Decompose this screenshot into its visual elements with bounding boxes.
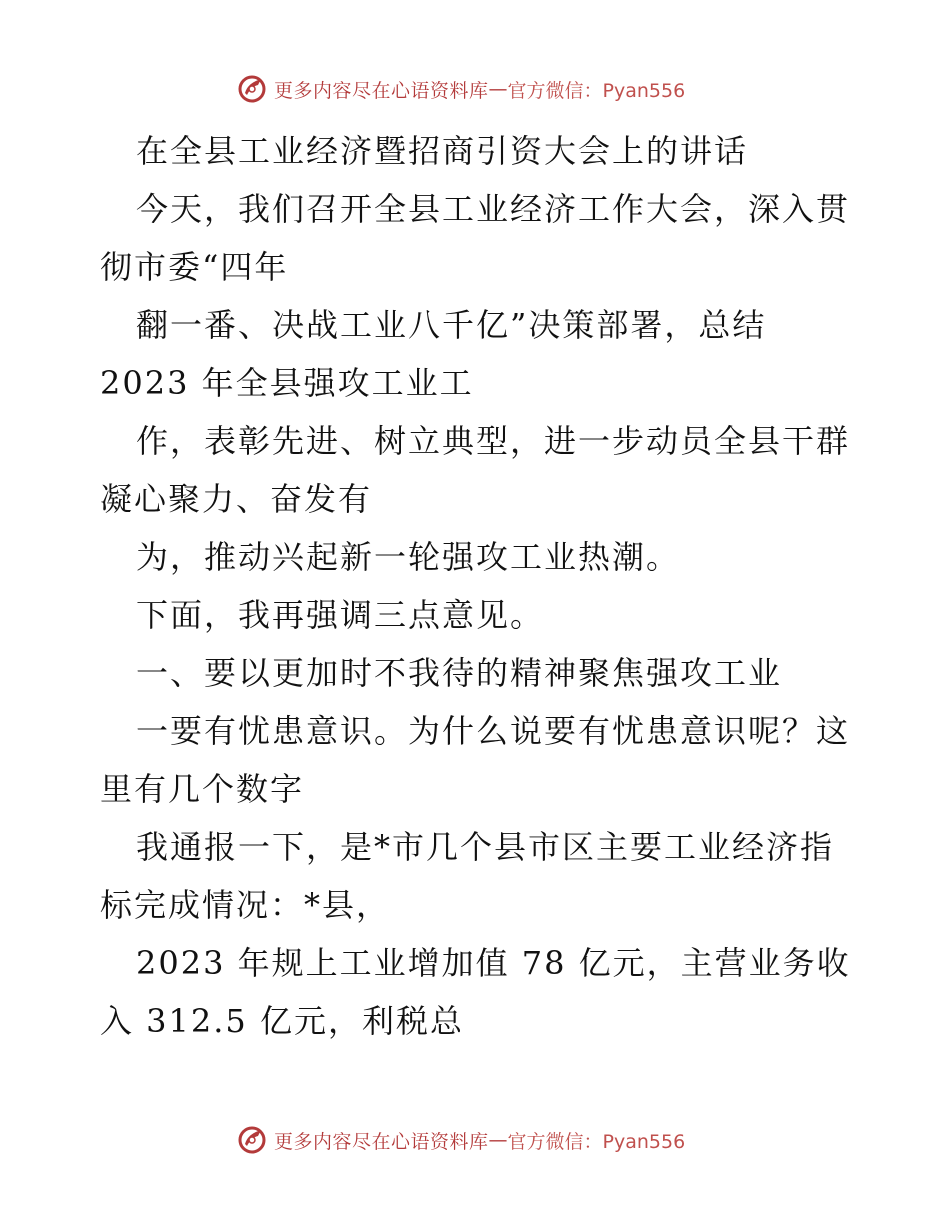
text-line: 翻一番、决战工业八千亿”决策部署，总结 [136, 306, 767, 344]
footer-watermark [236, 1123, 685, 1157]
text-line: 里有几个数字 [100, 770, 305, 808]
text-line: 一要有忧患意识。为什么说要有忧患意识呢？这 [136, 712, 851, 750]
text-line: 凝心聚力、奋发有 [100, 480, 373, 518]
text-line: 2023 年规上工业增加值 78 亿元，主营业务收 [136, 944, 851, 982]
text-line: 作，表彰先进、树立典型，进一步动员全县干群 [136, 422, 851, 460]
text-line: 我通报一下，是*市几个县市区主要工业经济指 [136, 828, 835, 866]
text-line: 下面，我再强调三点意见。 [136, 596, 545, 634]
text-line: 2023 年全县强攻工业工 [100, 364, 474, 402]
text-line: 今天，我们召开全县工业经济工作大会，深入贯 [136, 190, 851, 228]
header-watermark [236, 72, 685, 106]
watermark-wechat: 官方微信：Pyan556 [507, 79, 686, 102]
watermark-separator: — [488, 1129, 508, 1151]
brand-logo-icon [236, 73, 268, 105]
text-line: 标完成情况：*县， [100, 886, 391, 924]
watermark-separator: — [488, 78, 508, 100]
document-title: 在全县工业经济暨招商引资大会上的讲话 [136, 132, 749, 170]
text-line: 入 312.5 亿元，利税总 [100, 1002, 464, 1040]
text-line: 彻市委“四年 [100, 248, 289, 286]
brand-logo-icon [236, 1124, 268, 1156]
watermark-text: 更多内容尽在心语资料库 [274, 1130, 489, 1153]
document-body [100, 122, 860, 1050]
text-line: 为，推动兴起新一轮强攻工业热潮。 [136, 538, 681, 576]
section-heading: 一、要以更加时不我待的精神聚焦强攻工业 [136, 654, 783, 692]
watermark-text: 更多内容尽在心语资料库 [274, 79, 489, 102]
watermark-wechat: 官方微信：Pyan556 [507, 1130, 686, 1153]
